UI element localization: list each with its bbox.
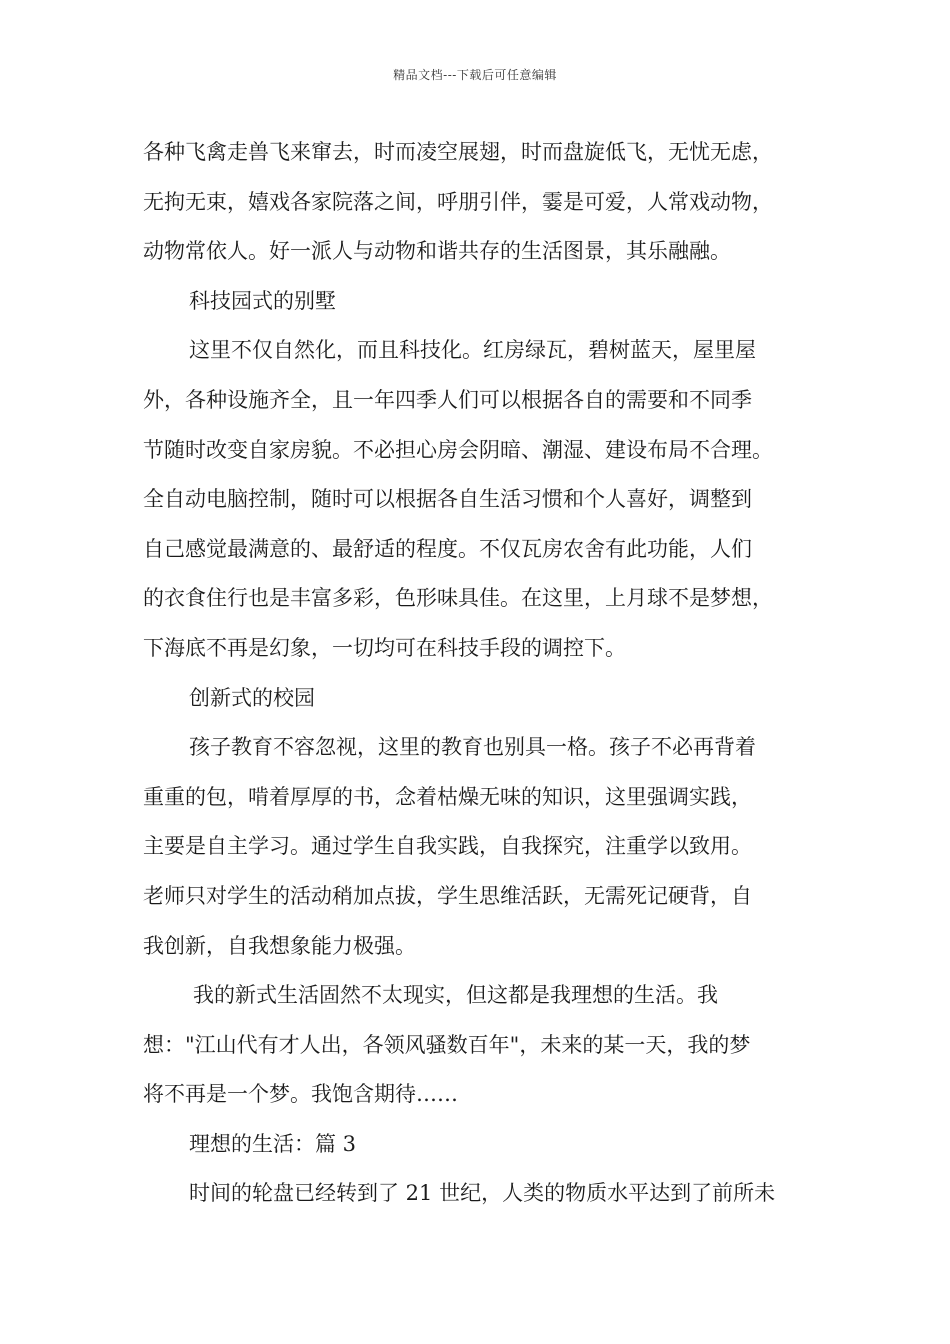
text-line: 孩子教育不容忽视，这里的教育也别具一格。孩子不必再背着 xyxy=(189,735,756,760)
text-line: 各种飞禽走兽飞来窜去，时而凌空展翅，时而盘旋低飞，无忧无虑， xyxy=(143,140,773,164)
section-heading: 理想的生活：篇 3 xyxy=(189,1131,357,1156)
text-line: 节随时改变自家房貌。不必担心房会阴暗、潮湿、建设布局不合理。 xyxy=(143,437,773,462)
text-line: 我创新，自我想象能力极强。 xyxy=(143,933,416,958)
text-line: 主要是自主学习。通过学生自我实践，自我探究，注重学以致用。 xyxy=(143,834,752,859)
text-line: 全自动电脑控制，随时可以根据各自生活习惯和个人喜好，调整到 xyxy=(143,487,752,512)
section-heading: 创新式的校园 xyxy=(189,685,315,710)
text-line: 我的新式生活固然不太现实，但这都是我理想的生活。我 xyxy=(193,983,718,1008)
text-line: 想："江山代有才人出，各领风骚数百年"，未来的某一天，我的梦 xyxy=(143,1032,751,1057)
text-line: 下海底不再是幻象，一切均可在科技手段的调控下。 xyxy=(143,635,626,660)
text-line: 老师只对学生的活动稍加点拔，学生思维活跃，无需死记硬背，自 xyxy=(143,883,752,908)
text-line: 动物常依人。好一派人与动物和谐共存的生活图景，其乐融融。 xyxy=(143,239,731,264)
text-line: 这里不仅自然化，而且科技化。红房绿瓦，碧树蓝天，屋里屋 xyxy=(189,338,756,363)
text-line: 自己感觉最满意的、最舒适的程度。不仅瓦房农舍有此功能，人们 xyxy=(143,536,752,561)
text-line: 时间的轮盘已经转到了 21 世纪，人类的物质水平达到了前所未 xyxy=(189,1181,776,1206)
page-header: 精品文档---下载后可任意编辑 xyxy=(393,68,557,82)
document-body xyxy=(143,128,823,1219)
section-heading: 科技园式的别墅 xyxy=(189,288,336,313)
text-line: 将不再是一个梦。我饱含期待…… xyxy=(143,1082,458,1107)
text-line: 重重的包，啃着厚厚的书，念着枯燥无味的知识，这里强调实践， xyxy=(143,784,752,809)
text-line: 外，各种设施齐全，且一年四季人们可以根据各自的需要和不同季 xyxy=(143,387,752,412)
text-line: 的衣食住行也是丰富多彩，色形味具佳。在这里，上月球不是梦想， xyxy=(143,586,773,611)
text-line: 无拘无束，嬉戏各家院落之间，呼朋引伴，霎是可爱，人常戏动物， xyxy=(143,189,773,214)
